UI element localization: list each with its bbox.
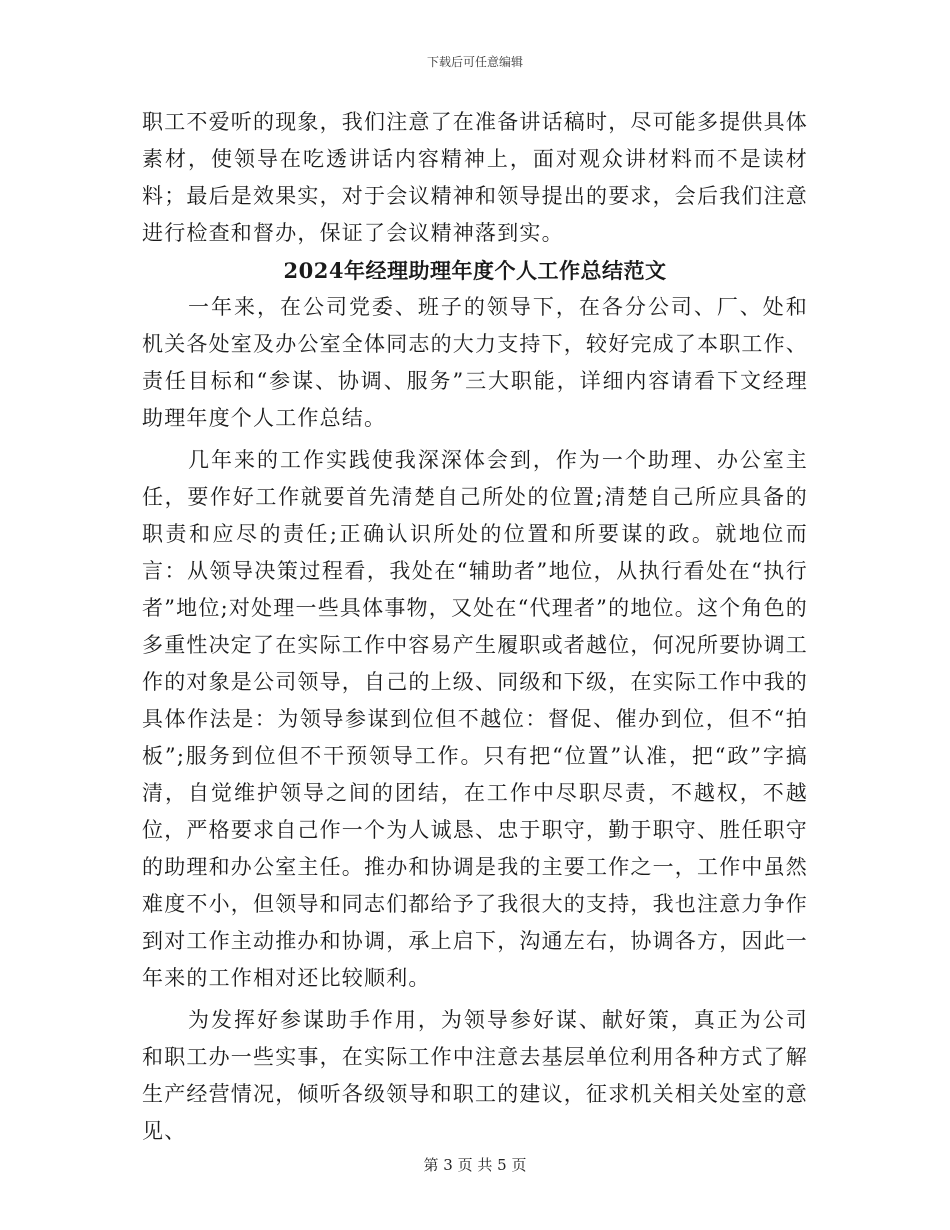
- paragraph-intro: 一年来，在公司党委、班子的领导下，在各分公司、厂、处和机关各处室及办公室全体同志的大力支持下，较好完成了本职工作、责任目标和“参谋、协调、服务”三大职能，详细内容请看下文经理助理年度个人工作总结。: [142, 295, 808, 430]
- continued-paragraph: 职工不爱听的现象，我们注意了在准备讲话稿时，尽可能多提供具体素材，使领导在吃透讲话内容精神上，面对观众讲材料而不是读材料；最后是效果实，对于会议精神和领导提出的要求，会后我们注意进行检查和督办，保证了会议精神落到实。: [142, 110, 808, 245]
- document-body: [142, 104, 808, 1150]
- paragraph-advisory-role: 为发挥好参谋助手作用，为领导参好谋、献好策，真正为公司和职工办一些实事，在实际工作中注意去基层单位利用各种方式了解生产经营情况，倾听各级领导和职工的建议，征求机关相关处室的意见、: [142, 1008, 808, 1143]
- document-title: 2024年经理助理年度个人工作总结范文: [283, 258, 667, 283]
- page-number: 第 3 页 共 5 页: [423, 1156, 527, 1174]
- page-header: 下载后可任意编辑: [426, 55, 523, 69]
- paragraph-position-role: 几年来的工作实践使我深深体会到，作为一个助理、办公室主任，要作好工作就要首先清楚自己所处的位置;清楚自己所应具备的职责和应尽的责任;正确认识所处的位置和所要谋的政。就地位而言：从领导决策过程看，我处在“辅助者”地位，从执行看处在“执行者”地位;对处理一些具体事物，又处在“代理者”的地位。这个角色的多重性决定了在实际工作中容易产生履职或者越位，何况所要协调工作的对象是公司领导，自己的上级、同级和下级，在实际工作中我的具体作法是：为领导参谋到位但不越位：督促、催办到位，但不“拍板”;服务到位但不干预领导工作。只有把“位置”认准，把“政”字搞清，自觉维护领导之间的团结，在工作中尽职尽责，不越权，不越位，严格要求自己作一个为人诚恳、忠于职守，勤于职守、胜任职守的助理和办公室主任。推办和协调是我的主要工作之一，工作中虽然难度不小，但领导和同志们都给予了我很大的支持，我也注意力争作到对工作主动推办和协调，承上启下，沟通左右，协调各方，因此一年来的工作相对还比较顺利。: [142, 448, 808, 990]
